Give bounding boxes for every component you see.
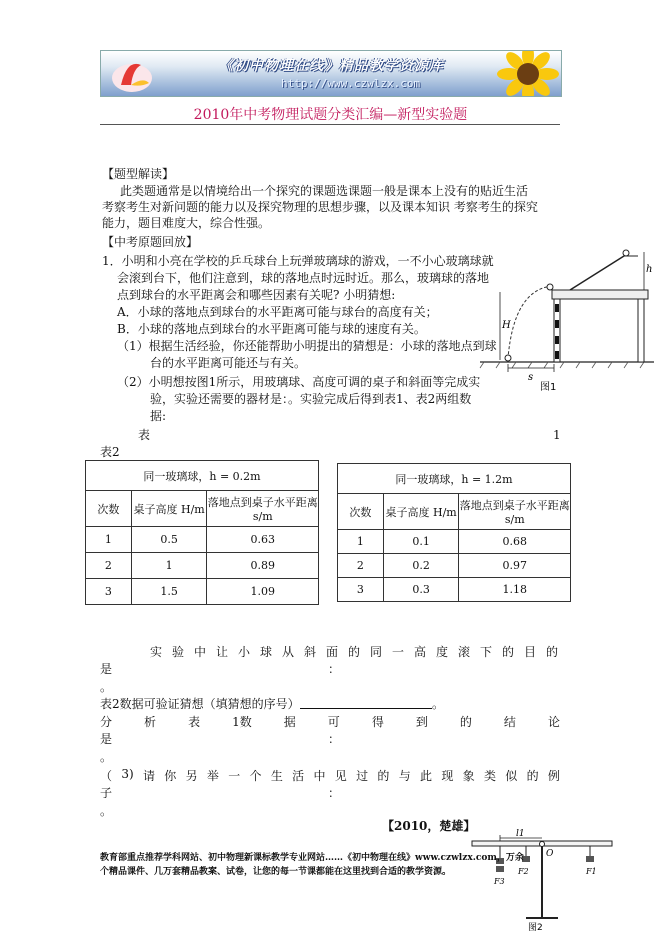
table-cell: 0.5 <box>131 527 207 553</box>
title-divider <box>100 124 560 125</box>
table-cell: 1.09 <box>207 579 319 605</box>
table-1-header-distance: 落地点到桌子水平距离 s/m <box>207 491 319 527</box>
table-2-header-trial: 次数 <box>338 494 384 530</box>
question-purpose: 实验中让小球从斜面的同一高度滚下的目的 <box>150 645 569 659</box>
section-header-interpretation: 【题型解读】 <box>102 167 175 181</box>
table-ref-number: 1 <box>553 428 561 442</box>
question-conclusion: 分 析 表 1数 据 可 得 到 的 结 论 <box>100 715 560 729</box>
table-cell: 0.63 <box>207 527 319 553</box>
table-row <box>86 579 319 605</box>
table-cell: 1 <box>131 553 207 579</box>
q1-line-3: 点到球台的水平距离会和哪些因素有关呢? 小明猜想: <box>117 288 396 302</box>
q1-part2-line-1: （2）小明想按图1所示，用玻璃球、高度可调的桌子和斜面等完成实 <box>117 375 481 389</box>
table-row <box>338 578 571 602</box>
table-1-title: 同一玻璃球，h = 0.2m <box>86 461 319 491</box>
figure-1-label-H: H <box>502 320 511 331</box>
source-tag: 【2010，楚雄】 <box>382 819 476 833</box>
table-cell: 1 <box>86 527 132 553</box>
question-purpose-colon: ： <box>328 662 341 676</box>
question-table2: 表2数据可验证猜想（填猜想的序号） <box>100 697 300 711</box>
question-table2-end: 。 <box>432 697 445 711</box>
question-conclusion-period: 。 <box>100 750 113 764</box>
table-cell: 1 <box>338 530 384 554</box>
table-row <box>86 553 319 579</box>
question-conclusion-end: 是 <box>100 732 113 746</box>
table-cell: 0.3 <box>383 578 459 602</box>
table-cell: 2 <box>338 554 384 578</box>
figure-2-caption: 图2 <box>528 923 543 933</box>
figure-1-label-s: s <box>528 372 534 383</box>
table-cell: 3 <box>86 579 132 605</box>
table-cell: 2 <box>86 553 132 579</box>
table-2-header-distance: 落地点到桌子水平距离 s/m <box>459 494 571 530</box>
table-2-title: 同一玻璃球，h = 1.2m <box>338 464 571 494</box>
q1-line-1: 1．小明和小亮在学校的乒乓球台上玩弹玻璃球的游戏，一不小心玻璃球就 <box>102 254 494 268</box>
question-conclusion-colon: ： <box>328 732 341 746</box>
table-1-header-trial: 次数 <box>86 491 132 527</box>
table-cell: 0.2 <box>383 554 459 578</box>
banner-url[interactable]: http://www.czwlzx.com <box>281 77 421 90</box>
banner-title: 《初中物理在线》精品教学资源库 <box>219 58 444 74</box>
question-3: （ 3) 请 你 另 举 一 个 生 活 中 见 过 的 与 此 现 象 类 似 的 例 <box>100 767 560 783</box>
figure-2-diagram <box>470 826 620 934</box>
interpretation-line-2: 考察考生对新问题的能力以及探究物理的思想步骤，以及课本知识 考察考生的探究 <box>102 200 538 214</box>
table-row <box>338 530 571 554</box>
q1-part1-line-2: 台的水平距离可能还与有关。 <box>150 356 307 370</box>
interpretation-line-1: 此类题通常是以情境给出一个探究的课题选课题一般是课本上没有的贴近生活 <box>120 184 529 198</box>
table-cell: 0.89 <box>207 553 319 579</box>
figure-2-label-O: O <box>546 849 554 859</box>
table-1-header-height: 桌子高度 H/m <box>131 491 207 527</box>
footer-line-1: 教育部重点推荐学科网站、初中物理新课标教学专业网站……《初中物理在线》www.czwlzx.com，万余 <box>100 853 524 863</box>
figure-2-label-F1: F1 <box>586 867 597 876</box>
q1-part2-line-2: 验，实验还需要的器材是：。实验完成后得到表1、表2两组数 <box>150 392 472 406</box>
table-cell: 1.5 <box>131 579 207 605</box>
question-3-end: 子 <box>100 786 113 800</box>
footer-line-2: 个精品课件、几万套精品教案、试卷，让您的每一节课都能在这里找到合适的教学资源。 <box>100 867 452 877</box>
document-title: 2010年中考物理试题分类汇编—新型实验题 <box>193 107 468 123</box>
table-cell: 3 <box>338 578 384 602</box>
figure-2-label-F2: F2 <box>518 867 529 876</box>
data-table-2 <box>337 463 571 602</box>
figure-2-label-F3: F3 <box>494 877 505 886</box>
q1-part1-line-1: （1）根据生活经验，你还能帮助小明提出的猜想是：小球的落地点到球 <box>117 339 497 353</box>
table-ref-label: 表 <box>138 428 151 442</box>
answer-blank[interactable] <box>300 708 432 709</box>
q1-part2-line-3: 据: <box>150 409 167 423</box>
table-cell: 0.68 <box>459 530 571 554</box>
table-2-header-height: 桌子高度 H/m <box>383 494 459 530</box>
table-cell: 1.18 <box>459 578 571 602</box>
table-cell: 0.1 <box>383 530 459 554</box>
table-row <box>338 554 571 578</box>
q1-option-a: A．小球的落地点到球台的水平距离可能与球台的高度有关； <box>117 305 438 319</box>
figure-1-label-h: h <box>646 264 653 275</box>
interpretation-line-3: 能力，题目难度大，综合性强。 <box>102 216 271 230</box>
question-purpose-end: 是 <box>100 662 113 676</box>
figure-2-label-l1: l1 <box>516 829 525 839</box>
question-3-colon: ： <box>328 786 341 800</box>
table-cell: 0.97 <box>459 554 571 578</box>
table2-ref-label: 表2 <box>100 445 120 459</box>
header-banner <box>100 50 562 97</box>
logo-icon <box>107 53 157 95</box>
figure-1-caption: 图1 <box>540 382 557 392</box>
q1-line-2: 会滚到台下，他们注意到，球的落地点时远时近。那么，玻璃球的落地 <box>117 271 490 285</box>
question-purpose-period: 。 <box>100 680 113 694</box>
section-header-review: 【中考原题回放】 <box>102 235 199 249</box>
table-row <box>86 527 319 553</box>
q1-option-b: B．小球的落地点到球台的水平距离可能与球的速度有关。 <box>117 322 426 336</box>
data-table-1 <box>85 460 319 605</box>
figure-1-diagram <box>478 240 656 392</box>
sunflower-icon <box>493 50 562 97</box>
question-3-period: 。 <box>100 804 113 818</box>
